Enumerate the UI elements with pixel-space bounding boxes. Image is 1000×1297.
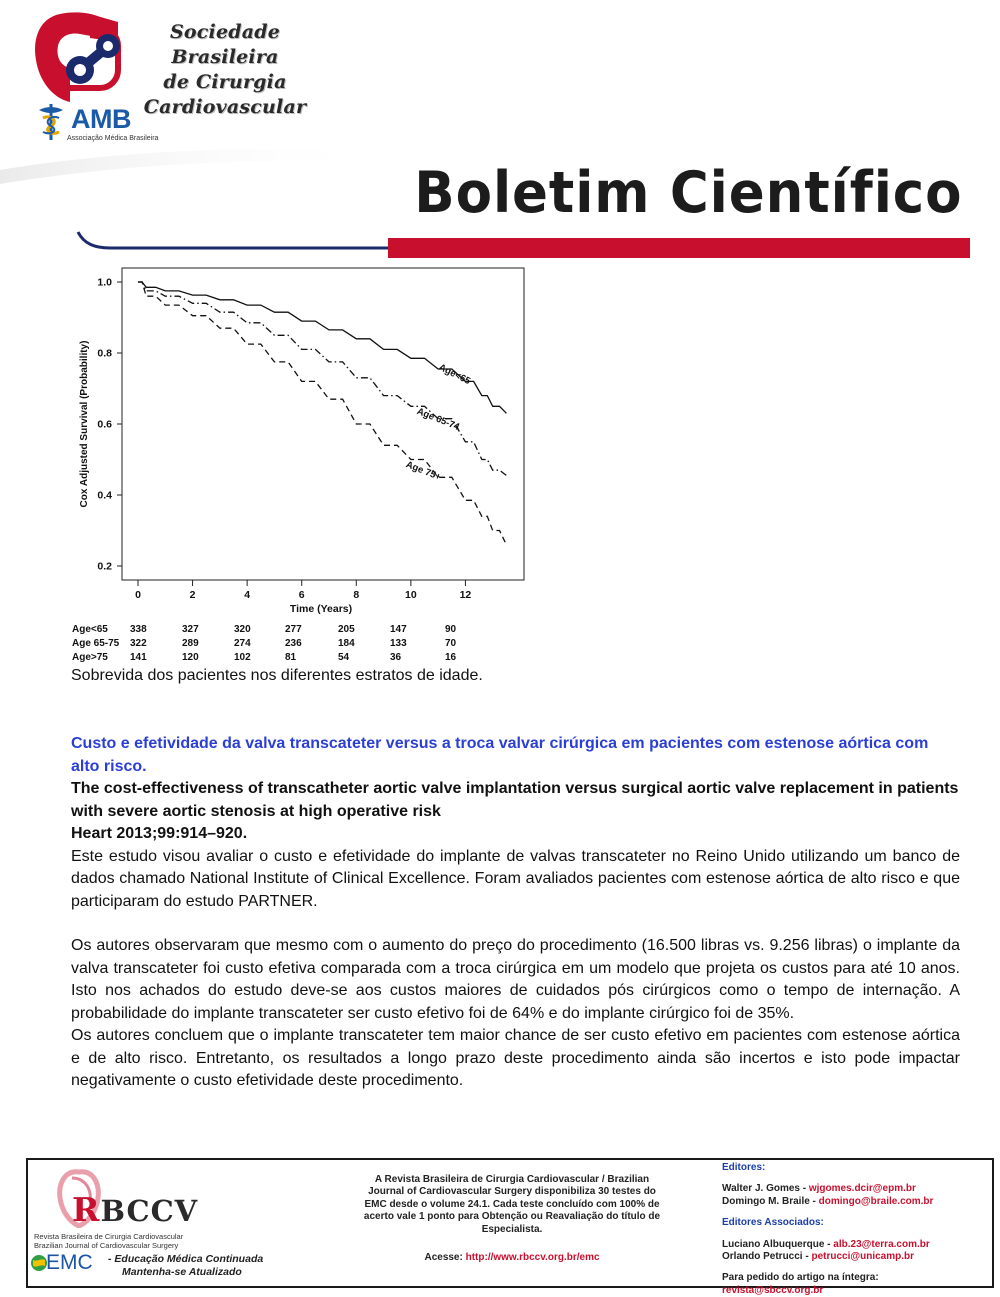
x-tick-label: 6 bbox=[298, 589, 305, 601]
editor-entry bbox=[722, 1239, 990, 1251]
emc-description bbox=[108, 1253, 263, 1278]
risk-value: 277 bbox=[285, 624, 302, 635]
risk-value: 141 bbox=[130, 652, 147, 663]
risk-row-label: Age 65-75 bbox=[72, 638, 120, 649]
risk-value: 338 bbox=[130, 624, 147, 635]
y-axis-label: Cox Adjusted Survival (Probability) bbox=[79, 340, 90, 508]
article-request-label: Para pedido do artigo na íntegra: bbox=[722, 1272, 879, 1284]
editor-entry bbox=[722, 1183, 990, 1195]
curve-label: Age 75+ bbox=[404, 459, 443, 484]
associate-editors-heading: Editores Associados: bbox=[722, 1217, 824, 1229]
article-paragraph: Os autores concluem que o implante transcateter tem maior chance de ser custo efetivo em pacientes com estenose aórtica e de alto risco. Entretanto, os resultados a longo prazo deste procedimento ainda são incertos e isto pode impactar negativamente o custo efetividade deste procedimento. bbox=[71, 1027, 960, 1089]
curve-label: Age 65-74 bbox=[415, 405, 461, 433]
rbccv-subtitle-line: Revista Brasileira de Cirurgia Cardiovascular bbox=[34, 1232, 184, 1241]
x-tick-label: 4 bbox=[244, 589, 251, 601]
y-tick-label: 1.0 bbox=[97, 276, 112, 289]
editor-email-link[interactable]: wjgomes.dcir@epm.br bbox=[808, 1183, 916, 1195]
caduceus-icon bbox=[33, 102, 69, 142]
y-tick-label: 0.2 bbox=[97, 560, 112, 573]
editor-name: Walter J. Gomes - bbox=[722, 1183, 809, 1195]
x-tick-label: 12 bbox=[459, 589, 472, 601]
risk-value: 16 bbox=[445, 652, 457, 663]
editor-name: Domingo M. Braile - bbox=[722, 1195, 819, 1207]
y-tick-label: 0.8 bbox=[97, 347, 112, 360]
rbccv-logo-text: BCCV bbox=[100, 1194, 199, 1228]
y-tick-label: 0.4 bbox=[97, 489, 112, 502]
amb-subtitle: Associação Médica Brasileira bbox=[67, 135, 159, 142]
series-line bbox=[138, 282, 506, 545]
rbccv-logo: RBCCV bbox=[72, 1190, 199, 1229]
x-tick-label: 0 bbox=[135, 589, 141, 601]
footer-logos bbox=[28, 1160, 358, 1286]
x-tick-label: 2 bbox=[189, 589, 196, 601]
article-paragraph: Este estudo visou avaliar o custo e efetividade do implante de valvas transcateter no Reino Unido utilizando um banco de dados chamado National Institute of Clinical Excellence. Foram avaliados pacientes com estenose aórtica de alto risco e que participaram do estudo PARTNER. bbox=[71, 847, 960, 910]
amb-logo-text: AMB bbox=[71, 104, 131, 134]
editors-block bbox=[722, 1162, 990, 1297]
survival-chart-svg bbox=[70, 266, 540, 626]
risk-value: 274 bbox=[234, 638, 251, 649]
article-title-en: The cost-effectiveness of transcatheter aortic valve implantation versus surgical aortic valve replacement in patients with severe aortic stenosis at high operative risk bbox=[71, 780, 959, 820]
curve-label: Age<65 bbox=[436, 361, 473, 388]
emc-description-line: Mantenha-se Atualizado bbox=[122, 1265, 242, 1278]
editor-email-link[interactable]: alb.23@terra.com.br bbox=[833, 1238, 930, 1250]
editor-name: Orlando Petrucci - bbox=[722, 1251, 812, 1263]
page-header bbox=[0, 0, 1000, 262]
risk-row-label: Age<65 bbox=[72, 624, 108, 635]
y-tick-label: 0.6 bbox=[97, 418, 112, 431]
editor-name: Luciano Albuquerque - bbox=[722, 1238, 834, 1250]
risk-value: 54 bbox=[338, 652, 350, 663]
article-paragraph: Os autores observaram que mesmo com o aumento do preço do procedimento (16.500 libras vs. 9.256 libras) o implante da valva transcateter foi custo efetiva comparada com a troca cirúrgica em um modelo que projeta os custos para até 10 anos. Isto nos achados do estudo deve-se aos custos maiores de cuidados pós cirúrgicos como o tempo de internação. A probabilidade do implante transcateter ser custo efetivo foi de 64% e do implante cirúrgico foi de 35%. bbox=[71, 937, 960, 1022]
bulletin-title: Boletim Científico bbox=[414, 160, 963, 226]
editor-email-link[interactable]: domingo@braile.com.br bbox=[818, 1195, 934, 1207]
rbccv-subtitle bbox=[34, 1232, 183, 1250]
article-citation: Heart 2013;99:914–920. bbox=[71, 825, 248, 842]
risk-value: 184 bbox=[338, 638, 355, 649]
risk-value: 90 bbox=[445, 624, 457, 635]
risk-value: 320 bbox=[234, 624, 251, 635]
risk-value: 322 bbox=[130, 638, 147, 649]
society-name-line: Cardiovascular bbox=[143, 96, 307, 118]
risk-value: 120 bbox=[182, 652, 199, 663]
risk-value: 289 bbox=[182, 638, 199, 649]
emc-info-text: A Revista Brasileira de Cirurgia Cardiovascular / Brazilian Journal of Cardiovascular Surgery disponibiliza 30 testes do EMC desde o volume 24.1. Cada teste concluído com 100% de acerto vale 1 ponto para Obtenção ou Reavaliação do título de Especialista. bbox=[363, 1174, 661, 1235]
risk-value: 205 bbox=[338, 624, 355, 635]
editor-email-link[interactable]: petrucci@unicamp.br bbox=[811, 1251, 915, 1263]
editor-entry bbox=[722, 1251, 990, 1263]
article-request-email-link[interactable]: revista@sbccv.org.br bbox=[722, 1284, 824, 1296]
risk-value: 70 bbox=[445, 638, 457, 649]
access-link[interactable]: http://www.rbccv.org.br/emc bbox=[465, 1252, 600, 1263]
rbccv-subtitle-line: Brazilian Journal of Cardiovascular Surgery bbox=[34, 1241, 179, 1250]
x-tick-label: 10 bbox=[405, 589, 417, 601]
risk-value: 133 bbox=[390, 638, 407, 649]
emc-access bbox=[356, 1252, 668, 1263]
plot-frame bbox=[122, 268, 524, 580]
risk-value: 147 bbox=[390, 624, 407, 635]
risk-value: 36 bbox=[390, 652, 402, 663]
editors-heading: Editores: bbox=[722, 1162, 766, 1173]
x-tick-label: 8 bbox=[353, 589, 360, 601]
article-title-pt: Custo e efetividade da valva transcateter versus a troca valvar cirúrgica em pacientes com estenose aórtica com alto risco. bbox=[71, 735, 929, 775]
editor-entry bbox=[722, 1196, 990, 1208]
risk-value: 327 bbox=[182, 624, 199, 635]
emc-logo-text: EMC bbox=[46, 1251, 93, 1274]
society-name-line: de Cirurgia bbox=[163, 71, 287, 93]
chart-caption: Sobrevida dos pacientes nos diferentes estratos de idade. bbox=[71, 667, 483, 684]
access-label: Acesse: bbox=[424, 1252, 463, 1263]
risk-value: 236 bbox=[285, 638, 302, 649]
x-axis-label: Time (Years) bbox=[289, 603, 353, 615]
series-line bbox=[138, 282, 506, 413]
risk-value: 81 bbox=[285, 652, 297, 663]
emc-description-line: - Educação Médica Continuada bbox=[108, 1253, 264, 1265]
risk-row-label: Age>75 bbox=[72, 652, 108, 663]
survival-chart bbox=[70, 266, 540, 626]
article bbox=[71, 733, 960, 1093]
risk-value: 102 bbox=[234, 652, 251, 663]
footer-box bbox=[26, 1158, 994, 1296]
society-name-line: Sociedade Brasileira bbox=[169, 21, 281, 68]
